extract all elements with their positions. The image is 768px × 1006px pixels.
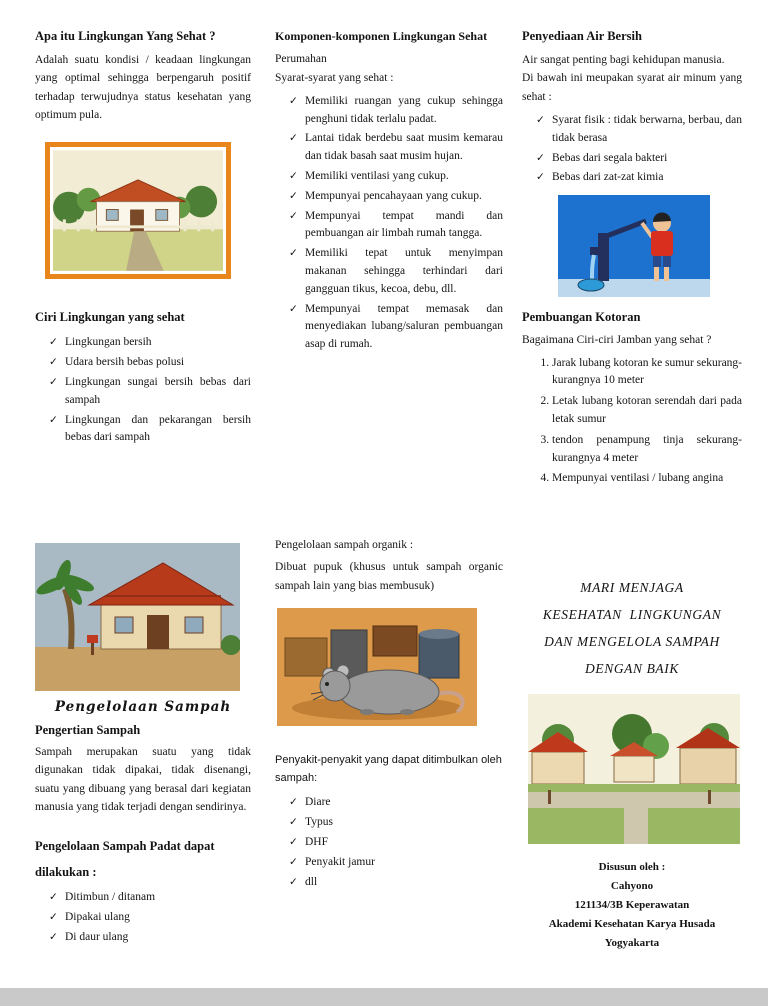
check-icon: ✓ (49, 911, 58, 923)
credits-line-author: Cahyono (610, 880, 654, 893)
title-line: MARI MENJAGA (580, 580, 684, 596)
list-item (289, 834, 503, 852)
list-item (49, 889, 251, 907)
list-item (289, 814, 503, 832)
list-item (289, 130, 503, 166)
checklist-syarat-air (536, 112, 742, 187)
credits-line-akademi: Akademi Kesehatan Karya Husada (548, 918, 716, 931)
water-pump-svg (558, 195, 710, 297)
village-scene-svg (528, 694, 740, 844)
heading-komponen-lingkungan: Komponen-komponen Lingkungan Sehat (275, 29, 488, 43)
healthy-village-illustration (45, 142, 231, 279)
list-item-text: Lantai tidak berdebu saat musim kemarau dan tidak basah saat musim hujan. (305, 132, 503, 163)
list-item (289, 854, 503, 872)
list-item-text: Memiliki ventilasi yang cukup. (305, 169, 449, 182)
list-item-text: Ditimbun / ditanam (65, 891, 156, 904)
paragraph-air-penting: Air sangat penting bagi kehidupan manusia. (522, 53, 725, 66)
check-icon: ✓ (49, 931, 58, 943)
credits-line-city: Yogyakarta (604, 937, 660, 950)
check-icon: ✓ (289, 170, 298, 182)
village-scene-illustration (528, 694, 740, 844)
subheading-syarat: Syarat-syarat yang sehat : (275, 72, 394, 85)
house-palm-illustration (35, 543, 240, 691)
heading-pengelolaan-sampah: Pengelolaan Sampah (54, 699, 232, 716)
list-item (289, 301, 503, 354)
viewer-background-strip (0, 988, 768, 1006)
check-icon: ✓ (536, 115, 545, 127)
paragraph-pengertian-sampah: Sampah merupakan suatu yang tidak digunakan tidak dipakai, tidak disenangi, suatu yang dibuang yang berasal dari kegiatan manusia yang tidak terjadi dengan sendirinya. (35, 746, 251, 814)
checklist-penyakit (289, 794, 503, 891)
list-item (552, 393, 742, 429)
heading-pengertian-sampah: Pengertian Sampah (35, 723, 141, 738)
heading-ciri-lingkungan-sehat: Ciri Lingkungan yang sehat (35, 310, 185, 325)
house-palm-svg (35, 543, 240, 691)
checklist-syarat-rumah (289, 93, 503, 354)
check-icon: ✓ (289, 190, 298, 202)
check-icon: ✓ (49, 414, 58, 426)
healthy-village-svg (53, 150, 223, 271)
list-item-text: Udara bersih bebas polusi (65, 356, 185, 369)
title-line: DENGAN BAIK (585, 661, 679, 677)
list-item-text: Lingkungan sungai bersih bebas dari sampah (65, 375, 251, 406)
list-item-text: Typus (305, 816, 333, 829)
credits-line-nim: 121134/3B Keperawatan (574, 899, 690, 912)
subheading-perumahan: Perumahan (275, 53, 327, 66)
check-icon: ✓ (49, 376, 58, 388)
heading-penyediaan-air: Penyediaan Air Bersih (522, 29, 642, 43)
credits-line-disusun: Disusun oleh : (598, 861, 666, 874)
list-item (289, 188, 503, 206)
check-icon: ✓ (289, 797, 298, 809)
heading-apa-itu-lingkungan-sehat: Apa itu Lingkungan Yang Sehat ? (35, 29, 216, 43)
column-right (522, 0, 742, 953)
check-icon: ✓ (49, 337, 58, 349)
check-icon: ✓ (49, 892, 58, 904)
list-item-text: Mempunyai ventilasi / lubang angina (552, 472, 724, 485)
water-pump-illustration (558, 195, 710, 297)
list-item (289, 208, 503, 244)
heading-pengelolaan-padat: Pengelolaan Sampah Padat dapat dilakukan : (35, 838, 215, 879)
list-item-text: Mempunyai tempat memasak dan menyediakan lubang/saluran pembuangan asap di rumah. (305, 302, 503, 351)
column-middle (275, 0, 503, 893)
check-icon: ✓ (289, 817, 298, 829)
list-item (552, 432, 742, 468)
list-item-text: Bebas dari zat-zat kimia (552, 171, 664, 184)
list-item (49, 909, 251, 927)
list-item (49, 412, 251, 448)
list-item (49, 929, 251, 947)
subheading-ciri-jamban: Bagaimana Ciri-ciri Jamban yang sehat ? (522, 334, 712, 347)
list-item (289, 794, 503, 812)
numbered-list-jamban (538, 355, 742, 489)
list-item-text: tendon penampung tinja sekurang-kurangnya 4 meter (552, 433, 742, 464)
checklist-ciri-lingkungan (49, 334, 251, 447)
list-item (536, 112, 742, 148)
list-item (49, 334, 251, 352)
list-item-text: DHF (305, 835, 329, 848)
list-item-text: Mempunyai tempat mandi dan pembuangan air limbah rumah tangga. (305, 209, 503, 240)
list-item (536, 169, 742, 187)
check-icon: ✓ (536, 152, 545, 164)
title-line: KESEHATAN LINGKUNGAN (542, 607, 722, 623)
credits-block (522, 858, 742, 953)
list-item (552, 470, 742, 488)
list-item (552, 355, 742, 391)
list-item (536, 150, 742, 168)
list-item-text: Syarat fisik : tidak berwarna, berbau, dan tidak berasa (552, 114, 742, 144)
list-item (289, 245, 503, 298)
column-left (35, 0, 251, 949)
list-item (49, 354, 251, 372)
check-icon: ✓ (289, 876, 298, 888)
title-line: DAN MENGELOLA SAMPAH (544, 634, 720, 650)
paragraph-definisi-lingkungan: Adalah suatu kondisi / keadaan lingkungan yang optimal sehingga berpengaruh positif terhadap terwujudnya status kesehatan yang optimum pula. (35, 53, 251, 122)
list-item-text: Bebas dari segala bakteri (552, 151, 668, 164)
heading-sampah-organik: Pengelolaan sampah organik : (275, 539, 414, 552)
list-item-text: Dipakai ulang (65, 910, 130, 923)
list-item (49, 374, 251, 410)
list-item (289, 93, 503, 129)
rat-garbage-svg (277, 608, 477, 726)
brochure-main-title (522, 574, 742, 682)
check-icon: ✓ (289, 95, 298, 107)
list-item-text: Lingkungan bersih (65, 336, 152, 349)
list-item-text: Memiliki tepat untuk menyimpan makanan sehingga terhindari dari gangguan tikus, kecoa, debu, dll. (305, 247, 503, 295)
check-icon: ✓ (289, 210, 298, 222)
list-item-text: dll (305, 875, 318, 888)
list-item (289, 168, 503, 186)
check-icon: ✓ (289, 856, 298, 868)
heading-penyakit-sampah: Penyakit-penyakit yang dapat ditimbulkan oleh sampah: (275, 754, 502, 784)
check-icon: ✓ (289, 133, 298, 145)
list-item-text: Memiliki ruangan yang cukup sehingga penghuni tidak terlalu padat. (305, 94, 503, 125)
list-item-text: Penyakit jamur (305, 855, 375, 868)
check-icon: ✓ (49, 357, 58, 369)
rat-garbage-illustration (277, 608, 477, 726)
check-icon: ✓ (289, 836, 298, 848)
checklist-pengelolaan-padat (49, 889, 251, 946)
paragraph-syarat-air: Di bawah ini meupakan syarat air minum yang sehat : (522, 72, 742, 103)
paragraph-dibuat-pupuk: Dibuat pupuk (khusus untuk sampah organic sampah lain yang bias membusuk) (275, 561, 503, 592)
list-item-text: Letak lubang kotoran serendah dari pada letak sumur (552, 395, 742, 425)
list-item-text: Lingkungan dan pekarangan bersih bebas dari sampah (65, 413, 251, 444)
heading-pembuangan-kotoran: Pembuangan Kotoran (522, 310, 641, 325)
list-item (289, 874, 503, 892)
list-item-text: Mempunyai pencahayaan yang cukup. (305, 189, 482, 202)
list-item-text: Diare (305, 796, 331, 809)
check-icon: ✓ (289, 248, 298, 260)
check-icon: ✓ (536, 172, 545, 184)
list-item-text: Jarak lubang kotoran ke sumur sekurang-kurangnya 10 meter (552, 356, 743, 387)
list-item-text: Di daur ulang (65, 930, 129, 943)
check-icon: ✓ (289, 303, 298, 315)
